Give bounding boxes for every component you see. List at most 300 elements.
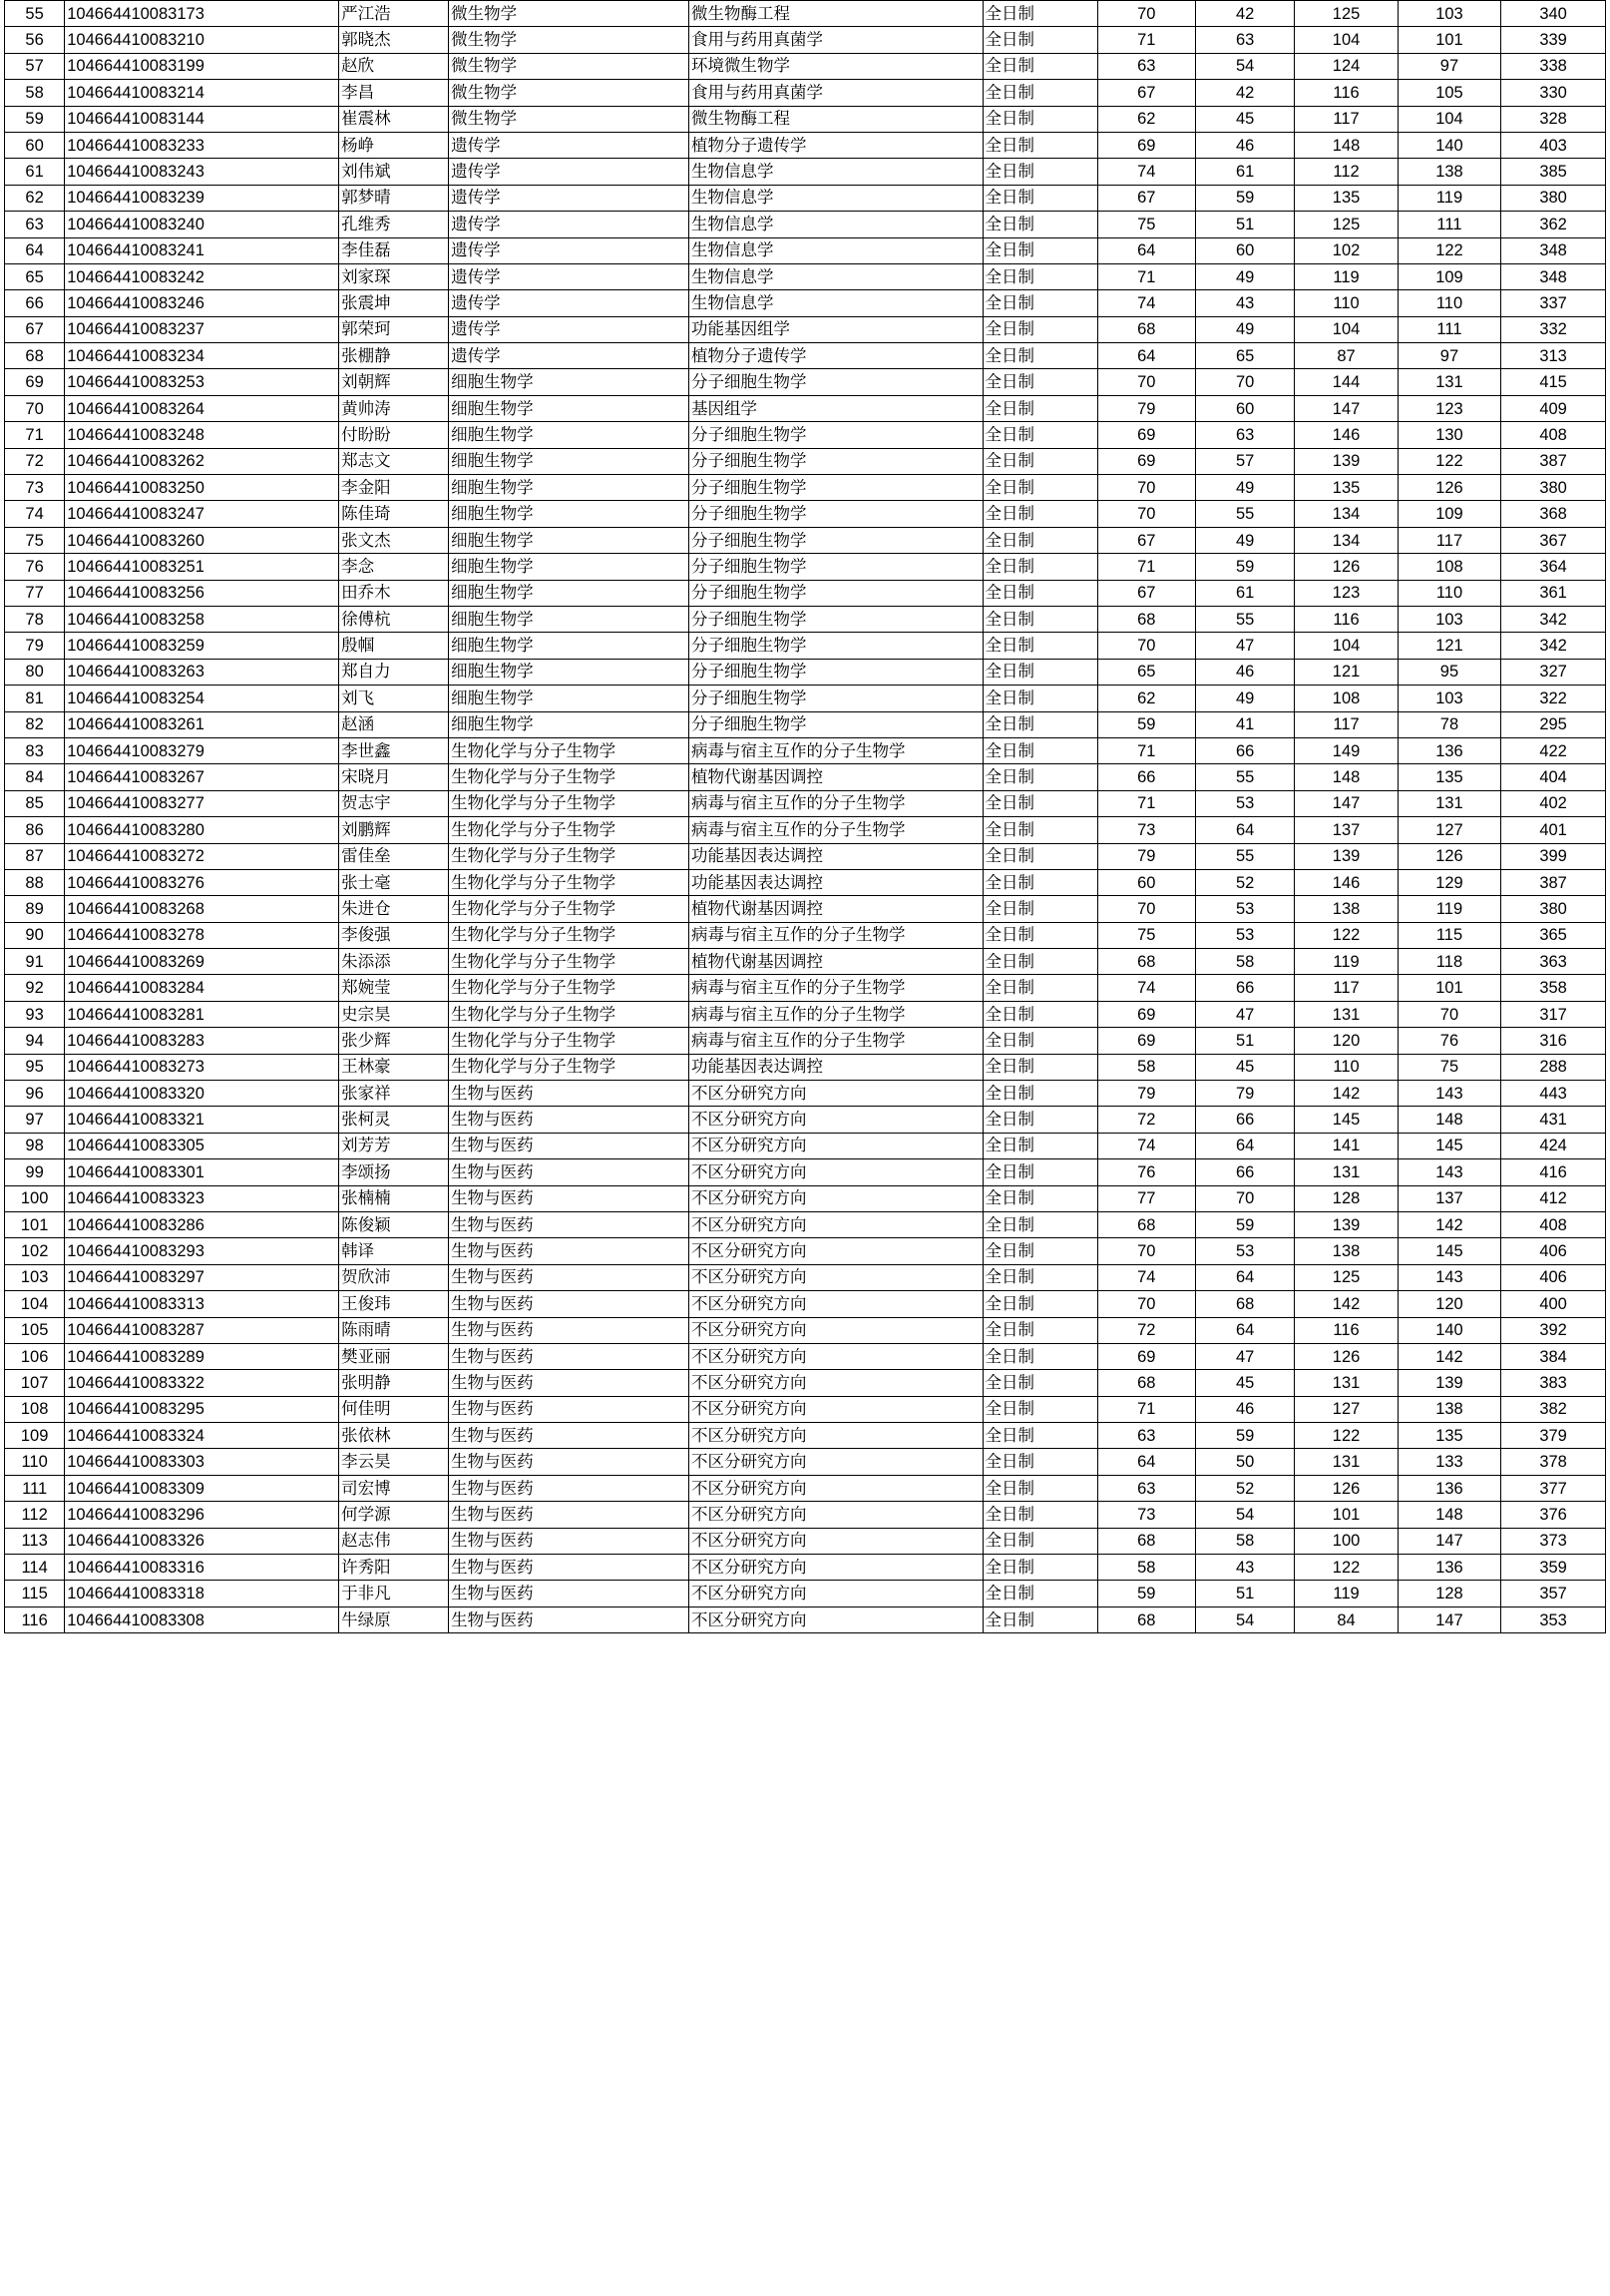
table-row — [5, 27, 1606, 53]
table-row — [5, 1028, 1606, 1054]
table-cell-3: 生物与医药 — [449, 1291, 689, 1317]
table-cell-8: 84 — [1295, 1607, 1398, 1632]
table-cell-0: 60 — [5, 132, 65, 158]
table-cell-0: 88 — [5, 869, 65, 895]
table-cell-2: 张少辉 — [339, 1028, 449, 1054]
table-cell-5: 全日制 — [983, 395, 1097, 421]
table-cell-4: 分子细胞生物学 — [688, 606, 983, 632]
table-cell-3: 生物与医药 — [449, 1264, 689, 1290]
table-cell-1: 104664410083287 — [65, 1317, 339, 1343]
table-cell-0: 70 — [5, 395, 65, 421]
table-cell-2: 王俊玮 — [339, 1291, 449, 1317]
table-cell-1: 104664410083303 — [65, 1449, 339, 1475]
table-cell-8: 110 — [1295, 1054, 1398, 1080]
table-cell-5: 全日制 — [983, 290, 1097, 316]
table-cell-9: 101 — [1398, 975, 1500, 1001]
table-cell-4: 不区分研究方向 — [688, 1185, 983, 1211]
table-cell-0: 90 — [5, 922, 65, 948]
table-cell-2: 刘鹏辉 — [339, 817, 449, 843]
table-cell-8: 135 — [1295, 475, 1398, 501]
table-cell-3: 遗传学 — [449, 132, 689, 158]
table-cell-6: 68 — [1097, 1211, 1195, 1237]
table-row — [5, 53, 1606, 79]
table-cell-1: 104664410083281 — [65, 1001, 339, 1027]
table-cell-1: 104664410083297 — [65, 1264, 339, 1290]
table-cell-9: 111 — [1398, 316, 1500, 342]
table-cell-5: 全日制 — [983, 817, 1097, 843]
table-cell-6: 59 — [1097, 711, 1195, 737]
table-cell-0: 63 — [5, 212, 65, 237]
table-cell-7: 52 — [1195, 869, 1294, 895]
table-cell-6: 68 — [1097, 316, 1195, 342]
table-cell-10: 408 — [1501, 1211, 1606, 1237]
table-cell-0: 87 — [5, 843, 65, 869]
table-row — [5, 422, 1606, 448]
table-row — [5, 843, 1606, 869]
table-cell-5: 全日制 — [983, 369, 1097, 395]
table-cell-9: 121 — [1398, 633, 1500, 659]
table-cell-5: 全日制 — [983, 237, 1097, 263]
table-cell-9: 76 — [1398, 1028, 1500, 1054]
table-cell-9: 118 — [1398, 949, 1500, 975]
table-cell-7: 58 — [1195, 1528, 1294, 1554]
table-row — [5, 896, 1606, 922]
table-cell-8: 104 — [1295, 633, 1398, 659]
table-cell-10: 380 — [1501, 185, 1606, 211]
table-cell-1: 104664410083305 — [65, 1133, 339, 1158]
table-cell-6: 69 — [1097, 1001, 1195, 1027]
table-row — [5, 1502, 1606, 1528]
table-cell-4: 不区分研究方向 — [688, 1555, 983, 1581]
table-cell-7: 63 — [1195, 27, 1294, 53]
table-cell-8: 139 — [1295, 843, 1398, 869]
table-cell-1: 104664410083240 — [65, 212, 339, 237]
table-cell-6: 59 — [1097, 1581, 1195, 1607]
table-cell-4: 不区分研究方向 — [688, 1396, 983, 1422]
table-cell-9: 136 — [1398, 1475, 1500, 1501]
table-row — [5, 212, 1606, 237]
table-cell-0: 89 — [5, 896, 65, 922]
table-cell-6: 73 — [1097, 1502, 1195, 1528]
table-cell-5: 全日制 — [983, 580, 1097, 606]
table-cell-0: 105 — [5, 1317, 65, 1343]
table-cell-8: 119 — [1295, 263, 1398, 289]
table-cell-5: 全日制 — [983, 422, 1097, 448]
table-cell-6: 70 — [1097, 896, 1195, 922]
table-cell-4: 病毒与宿主互作的分子生物学 — [688, 922, 983, 948]
table-cell-7: 70 — [1195, 1185, 1294, 1211]
table-cell-7: 53 — [1195, 896, 1294, 922]
table-cell-7: 53 — [1195, 1238, 1294, 1264]
table-cell-6: 64 — [1097, 1449, 1195, 1475]
table-cell-6: 68 — [1097, 949, 1195, 975]
table-cell-0: 76 — [5, 554, 65, 580]
table-cell-2: 张家祥 — [339, 1081, 449, 1107]
table-cell-7: 47 — [1195, 1001, 1294, 1027]
table-cell-3: 遗传学 — [449, 212, 689, 237]
table-cell-6: 62 — [1097, 686, 1195, 711]
table-cell-8: 145 — [1295, 1107, 1398, 1133]
table-cell-3: 遗传学 — [449, 237, 689, 263]
table-cell-10: 316 — [1501, 1028, 1606, 1054]
table-cell-9: 128 — [1398, 1581, 1500, 1607]
table-cell-1: 104664410083246 — [65, 290, 339, 316]
table-cell-5: 全日制 — [983, 132, 1097, 158]
table-cell-3: 生物与医药 — [449, 1317, 689, 1343]
table-cell-4: 不区分研究方向 — [688, 1502, 983, 1528]
table-cell-8: 126 — [1295, 1475, 1398, 1501]
table-cell-9: 117 — [1398, 527, 1500, 553]
table-cell-3: 生物化学与分子生物学 — [449, 1001, 689, 1027]
table-cell-10: 399 — [1501, 843, 1606, 869]
table-cell-10: 363 — [1501, 949, 1606, 975]
table-cell-2: 许秀阳 — [339, 1555, 449, 1581]
table-cell-0: 78 — [5, 606, 65, 632]
table-cell-3: 生物化学与分子生物学 — [449, 790, 689, 816]
table-cell-8: 139 — [1295, 1211, 1398, 1237]
table-cell-1: 104664410083284 — [65, 975, 339, 1001]
table-cell-9: 104 — [1398, 106, 1500, 132]
table-cell-3: 生物化学与分子生物学 — [449, 737, 689, 763]
table-cell-1: 104664410083144 — [65, 106, 339, 132]
table-cell-10: 330 — [1501, 80, 1606, 106]
table-cell-1: 104664410083259 — [65, 633, 339, 659]
table-cell-5: 全日制 — [983, 1264, 1097, 1290]
table-cell-7: 61 — [1195, 580, 1294, 606]
table-cell-5: 全日制 — [983, 896, 1097, 922]
table-cell-4: 微生物酶工程 — [688, 1, 983, 27]
table-cell-6: 67 — [1097, 580, 1195, 606]
table-cell-6: 71 — [1097, 27, 1195, 53]
table-row — [5, 1, 1606, 27]
table-cell-7: 63 — [1195, 422, 1294, 448]
table-cell-0: 73 — [5, 475, 65, 501]
table-cell-5: 全日制 — [983, 975, 1097, 1001]
table-cell-6: 68 — [1097, 1370, 1195, 1396]
table-cell-5: 全日制 — [983, 501, 1097, 527]
table-cell-1: 104664410083295 — [65, 1396, 339, 1422]
table-cell-4: 植物代谢基因调控 — [688, 764, 983, 790]
table-cell-3: 生物与医药 — [449, 1555, 689, 1581]
table-cell-0: 74 — [5, 501, 65, 527]
table-cell-5: 全日制 — [983, 1475, 1097, 1501]
table-row — [5, 1185, 1606, 1211]
table-cell-0: 69 — [5, 369, 65, 395]
table-cell-7: 43 — [1195, 290, 1294, 316]
table-cell-1: 104664410083286 — [65, 1211, 339, 1237]
table-cell-4: 病毒与宿主互作的分子生物学 — [688, 1028, 983, 1054]
table-cell-10: 364 — [1501, 554, 1606, 580]
table-cell-2: 张棚静 — [339, 343, 449, 369]
table-cell-9: 120 — [1398, 1291, 1500, 1317]
table-cell-2: 陈佳琦 — [339, 501, 449, 527]
table-cell-0: 104 — [5, 1291, 65, 1317]
table-cell-2: 王林豪 — [339, 1054, 449, 1080]
table-row — [5, 501, 1606, 527]
table-cell-3: 微生物学 — [449, 106, 689, 132]
table-cell-10: 382 — [1501, 1396, 1606, 1422]
table-cell-6: 68 — [1097, 1607, 1195, 1632]
table-cell-6: 58 — [1097, 1054, 1195, 1080]
table-cell-5: 全日制 — [983, 1370, 1097, 1396]
table-cell-10: 365 — [1501, 922, 1606, 948]
table-cell-10: 342 — [1501, 633, 1606, 659]
table-cell-7: 60 — [1195, 395, 1294, 421]
table-cell-1: 104664410083276 — [65, 869, 339, 895]
table-cell-10: 387 — [1501, 869, 1606, 895]
table-cell-10: 348 — [1501, 237, 1606, 263]
table-cell-2: 李世鑫 — [339, 737, 449, 763]
table-cell-5: 全日制 — [983, 1423, 1097, 1449]
table-row — [5, 1370, 1606, 1396]
table-cell-9: 135 — [1398, 764, 1500, 790]
table-cell-8: 134 — [1295, 527, 1398, 553]
table-cell-8: 148 — [1295, 132, 1398, 158]
table-cell-1: 104664410083237 — [65, 316, 339, 342]
table-cell-1: 104664410083262 — [65, 448, 339, 474]
table-row — [5, 1396, 1606, 1422]
table-cell-5: 全日制 — [983, 1001, 1097, 1027]
table-cell-4: 分子细胞生物学 — [688, 686, 983, 711]
table-cell-9: 145 — [1398, 1238, 1500, 1264]
table-cell-3: 生物与医药 — [449, 1107, 689, 1133]
table-cell-7: 79 — [1195, 1081, 1294, 1107]
table-cell-10: 380 — [1501, 896, 1606, 922]
table-cell-1: 104664410083258 — [65, 606, 339, 632]
table-cell-0: 95 — [5, 1054, 65, 1080]
table-cell-10: 392 — [1501, 1317, 1606, 1343]
table-cell-1: 104664410083250 — [65, 475, 339, 501]
table-cell-9: 97 — [1398, 343, 1500, 369]
table-row — [5, 527, 1606, 553]
table-cell-6: 69 — [1097, 1343, 1195, 1369]
table-cell-0: 82 — [5, 711, 65, 737]
table-cell-6: 72 — [1097, 1107, 1195, 1133]
table-cell-0: 99 — [5, 1159, 65, 1185]
table-cell-7: 46 — [1195, 659, 1294, 685]
table-cell-9: 129 — [1398, 869, 1500, 895]
table-cell-3: 生物与医药 — [449, 1211, 689, 1237]
table-cell-5: 全日制 — [983, 606, 1097, 632]
table-cell-6: 63 — [1097, 1475, 1195, 1501]
table-cell-0: 97 — [5, 1107, 65, 1133]
table-cell-3: 生物化学与分子生物学 — [449, 869, 689, 895]
table-cell-1: 104664410083251 — [65, 554, 339, 580]
table-cell-2: 郑自力 — [339, 659, 449, 685]
table-cell-10: 400 — [1501, 1291, 1606, 1317]
table-cell-6: 65 — [1097, 659, 1195, 685]
table-cell-1: 104664410083278 — [65, 922, 339, 948]
table-cell-3: 生物与医药 — [449, 1343, 689, 1369]
table-cell-9: 131 — [1398, 369, 1500, 395]
table-cell-3: 细胞生物学 — [449, 395, 689, 421]
table-cell-7: 46 — [1195, 132, 1294, 158]
table-cell-2: 张士毫 — [339, 869, 449, 895]
table-cell-3: 生物化学与分子生物学 — [449, 764, 689, 790]
table-cell-1: 104664410083264 — [65, 395, 339, 421]
table-cell-2: 李云昊 — [339, 1449, 449, 1475]
table-cell-6: 77 — [1097, 1185, 1195, 1211]
table-cell-8: 147 — [1295, 395, 1398, 421]
table-cell-4: 不区分研究方向 — [688, 1159, 983, 1185]
table-cell-6: 63 — [1097, 1423, 1195, 1449]
table-row — [5, 633, 1606, 659]
table-cell-5: 全日制 — [983, 185, 1097, 211]
table-cell-8: 137 — [1295, 817, 1398, 843]
table-cell-8: 146 — [1295, 869, 1398, 895]
table-cell-9: 127 — [1398, 817, 1500, 843]
table-cell-6: 72 — [1097, 1317, 1195, 1343]
table-cell-6: 64 — [1097, 343, 1195, 369]
table-cell-8: 144 — [1295, 369, 1398, 395]
table-cell-0: 65 — [5, 263, 65, 289]
table-cell-4: 基因组学 — [688, 395, 983, 421]
table-cell-6: 60 — [1097, 869, 1195, 895]
table-cell-2: 于非凡 — [339, 1581, 449, 1607]
table-cell-0: 114 — [5, 1555, 65, 1581]
table-cell-1: 104664410083308 — [65, 1607, 339, 1632]
table-cell-1: 104664410083268 — [65, 896, 339, 922]
table-cell-6: 71 — [1097, 737, 1195, 763]
table-cell-4: 功能基因表达调控 — [688, 869, 983, 895]
table-cell-5: 全日制 — [983, 1449, 1097, 1475]
table-cell-0: 62 — [5, 185, 65, 211]
table-cell-8: 116 — [1295, 1317, 1398, 1343]
table-cell-3: 细胞生物学 — [449, 633, 689, 659]
table-cell-2: 郭荣珂 — [339, 316, 449, 342]
table-cell-8: 127 — [1295, 1396, 1398, 1422]
table-cell-8: 138 — [1295, 896, 1398, 922]
table-cell-10: 358 — [1501, 975, 1606, 1001]
table-cell-4: 分子细胞生物学 — [688, 475, 983, 501]
table-cell-1: 104664410083214 — [65, 80, 339, 106]
table-cell-2: 何佳明 — [339, 1396, 449, 1422]
table-cell-1: 104664410083296 — [65, 1502, 339, 1528]
table-row — [5, 475, 1606, 501]
table-cell-8: 125 — [1295, 1, 1398, 27]
table-cell-6: 74 — [1097, 290, 1195, 316]
table-cell-8: 125 — [1295, 212, 1398, 237]
table-cell-1: 104664410083199 — [65, 53, 339, 79]
table-cell-0: 59 — [5, 106, 65, 132]
table-cell-7: 59 — [1195, 1211, 1294, 1237]
table-cell-10: 373 — [1501, 1528, 1606, 1554]
table-cell-10: 384 — [1501, 1343, 1606, 1369]
table-cell-1: 104664410083254 — [65, 686, 339, 711]
table-cell-6: 75 — [1097, 922, 1195, 948]
table-cell-4: 环境微生物学 — [688, 53, 983, 79]
table-cell-8: 122 — [1295, 1423, 1398, 1449]
table-cell-7: 50 — [1195, 1449, 1294, 1475]
table-cell-5: 全日制 — [983, 1081, 1097, 1107]
table-row — [5, 185, 1606, 211]
table-cell-4: 植物代谢基因调控 — [688, 949, 983, 975]
table-row — [5, 369, 1606, 395]
table-row — [5, 711, 1606, 737]
table-row — [5, 395, 1606, 421]
table-cell-5: 全日制 — [983, 1291, 1097, 1317]
table-cell-10: 339 — [1501, 27, 1606, 53]
table-cell-10: 340 — [1501, 1, 1606, 27]
table-cell-3: 生物化学与分子生物学 — [449, 975, 689, 1001]
table-cell-5: 全日制 — [983, 922, 1097, 948]
table-cell-9: 138 — [1398, 1396, 1500, 1422]
table-cell-9: 133 — [1398, 1449, 1500, 1475]
table-cell-9: 122 — [1398, 237, 1500, 263]
table-cell-5: 全日制 — [983, 1396, 1097, 1422]
table-row — [5, 1449, 1606, 1475]
table-cell-8: 146 — [1295, 422, 1398, 448]
table-cell-9: 131 — [1398, 790, 1500, 816]
table-cell-0: 79 — [5, 633, 65, 659]
table-cell-1: 104664410083289 — [65, 1343, 339, 1369]
table-cell-6: 70 — [1097, 1291, 1195, 1317]
table-cell-3: 遗传学 — [449, 263, 689, 289]
table-cell-9: 140 — [1398, 1317, 1500, 1343]
table-cell-3: 细胞生物学 — [449, 422, 689, 448]
table-cell-6: 75 — [1097, 212, 1195, 237]
table-cell-10: 406 — [1501, 1238, 1606, 1264]
table-cell-3: 遗传学 — [449, 343, 689, 369]
table-cell-2: 刘家琛 — [339, 263, 449, 289]
table-row — [5, 1001, 1606, 1027]
table-cell-3: 生物化学与分子生物学 — [449, 817, 689, 843]
table-cell-8: 108 — [1295, 686, 1398, 711]
table-cell-3: 生物与医药 — [449, 1475, 689, 1501]
table-cell-6: 70 — [1097, 501, 1195, 527]
table-cell-8: 110 — [1295, 290, 1398, 316]
table-cell-0: 77 — [5, 580, 65, 606]
table-cell-10: 367 — [1501, 527, 1606, 553]
table-cell-6: 62 — [1097, 106, 1195, 132]
table-cell-8: 131 — [1295, 1449, 1398, 1475]
table-cell-0: 67 — [5, 316, 65, 342]
table-cell-4: 分子细胞生物学 — [688, 527, 983, 553]
table-row — [5, 922, 1606, 948]
table-cell-10: 402 — [1501, 790, 1606, 816]
table-cell-6: 64 — [1097, 237, 1195, 263]
table-cell-4: 生物信息学 — [688, 212, 983, 237]
table-cell-2: 樊亚丽 — [339, 1343, 449, 1369]
table-cell-4: 病毒与宿主互作的分子生物学 — [688, 817, 983, 843]
table-cell-7: 49 — [1195, 475, 1294, 501]
table-cell-4: 植物分子遗传学 — [688, 343, 983, 369]
table-cell-0: 57 — [5, 53, 65, 79]
table-cell-1: 104664410083313 — [65, 1291, 339, 1317]
table-cell-2: 张震坤 — [339, 290, 449, 316]
table-cell-2: 崔震林 — [339, 106, 449, 132]
table-cell-9: 111 — [1398, 212, 1500, 237]
table-cell-9: 147 — [1398, 1607, 1500, 1632]
table-cell-2: 牛绿原 — [339, 1607, 449, 1632]
table-cell-2: 史宗昊 — [339, 1001, 449, 1027]
table-cell-7: 45 — [1195, 1370, 1294, 1396]
table-cell-8: 147 — [1295, 790, 1398, 816]
table-cell-1: 104664410083243 — [65, 159, 339, 185]
table-cell-8: 139 — [1295, 448, 1398, 474]
table-cell-5: 全日制 — [983, 711, 1097, 737]
table-cell-10: 380 — [1501, 475, 1606, 501]
table-cell-6: 69 — [1097, 448, 1195, 474]
table-row — [5, 106, 1606, 132]
table-cell-4: 生物信息学 — [688, 237, 983, 263]
table-cell-3: 生物化学与分子生物学 — [449, 843, 689, 869]
table-cell-2: 郭晓杰 — [339, 27, 449, 53]
table-cell-2: 何学源 — [339, 1502, 449, 1528]
table-cell-1: 104664410083267 — [65, 764, 339, 790]
table-cell-4: 生物信息学 — [688, 290, 983, 316]
table-cell-4: 病毒与宿主互作的分子生物学 — [688, 975, 983, 1001]
